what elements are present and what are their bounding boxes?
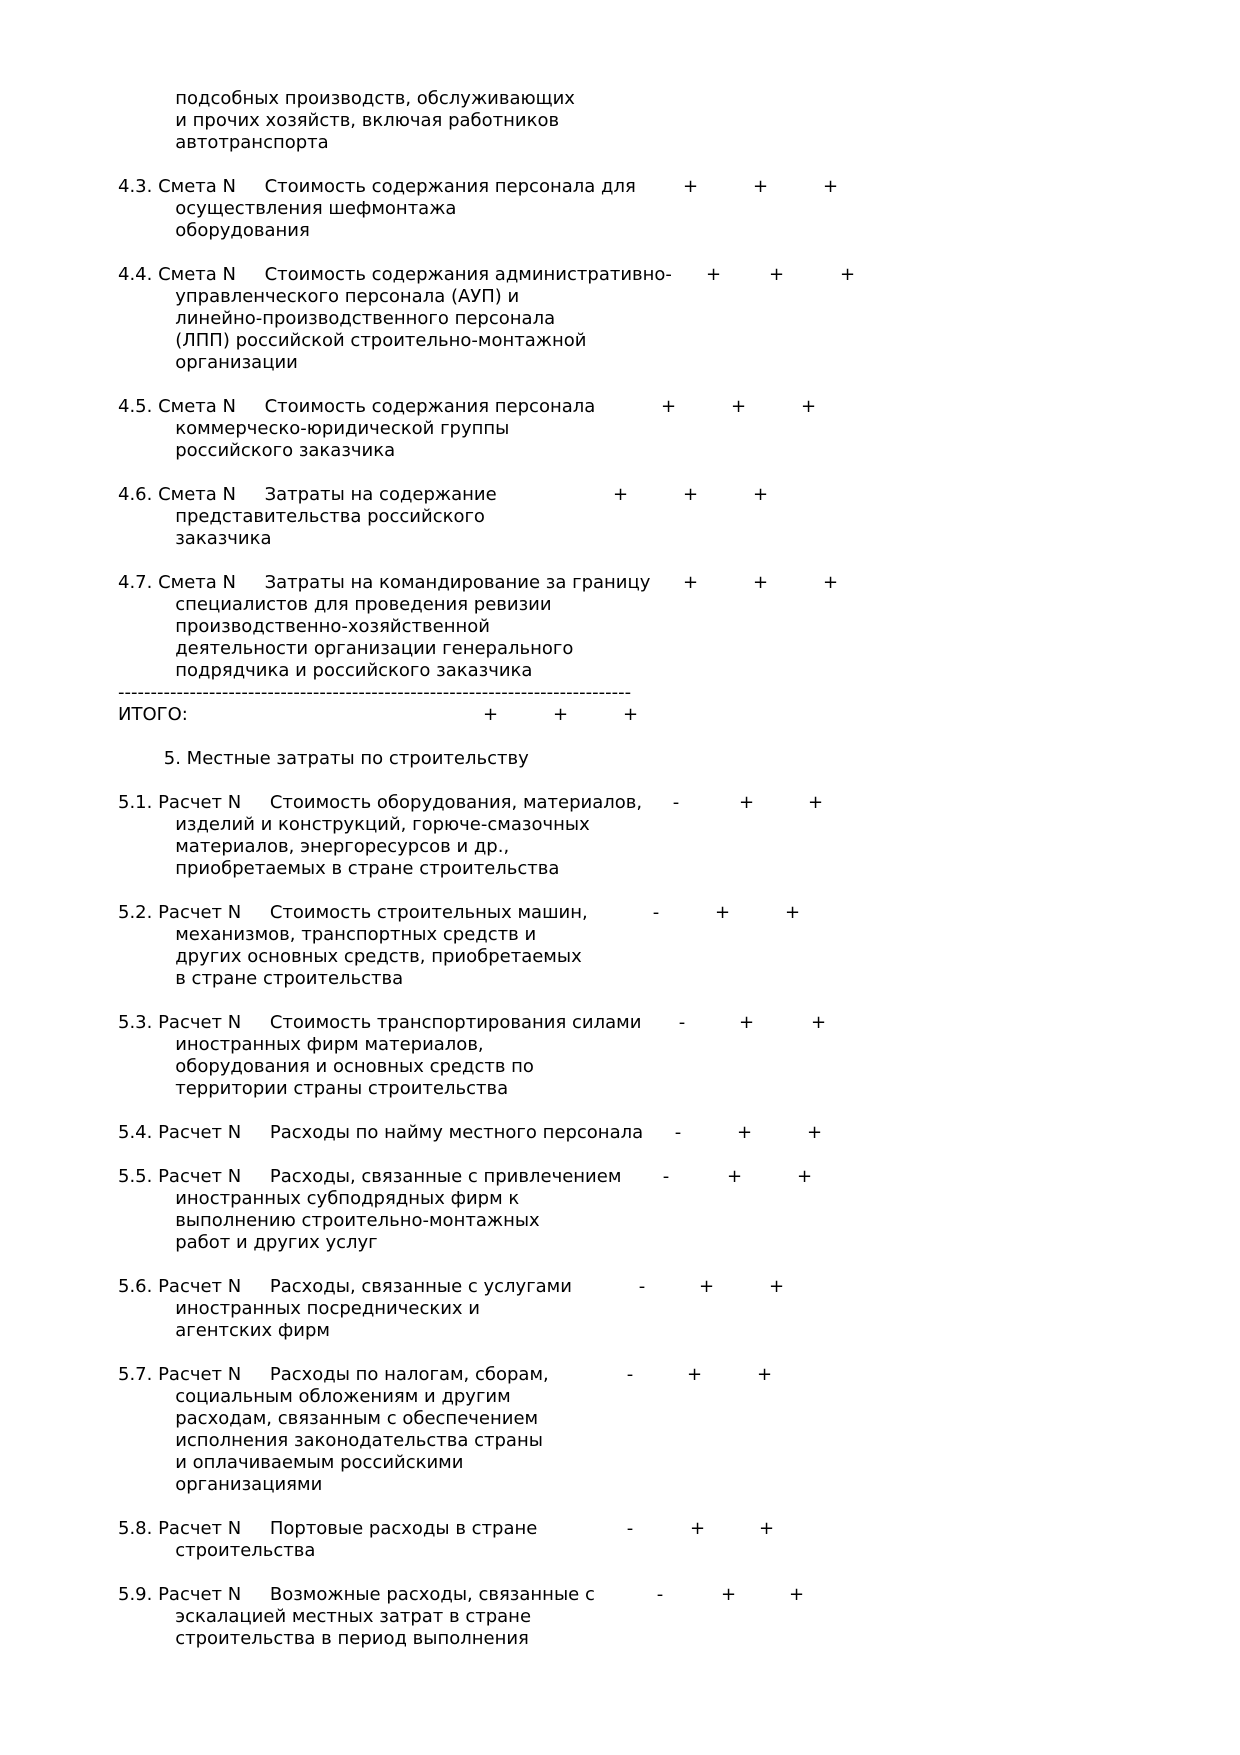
column-mark: +	[699, 1276, 715, 1297]
column-mark: +	[721, 1584, 737, 1605]
column-mark: -	[656, 1584, 664, 1605]
column-mark: +	[811, 1012, 827, 1033]
column-mark: +	[739, 1012, 755, 1033]
column-mark: +	[739, 792, 755, 813]
column-mark: +	[769, 1276, 785, 1297]
column-mark: +	[483, 704, 499, 725]
column-mark: +	[613, 484, 629, 505]
column-mark: +	[731, 396, 747, 417]
column-mark: +	[753, 572, 769, 593]
column-mark: +	[737, 1122, 753, 1143]
document-text: подсобных производств, обслуживающих и прочих хозяйств, включая работников автотранспорта 4.3. Смета N Стоимость содержания персонала для осуществления шефмонтажа оборудования 4.4. Смета N Стоимость содержания административно- управленческого персонала (АУП) и линейно-производственного персонала (ЛПП) российской строительно-монтажной организации 4.5. Смета N Стоимость содержания персонала коммерческо-юридической группы российского заказчика 4.6. Смета N Затраты на содержание представительства российского заказчика 4.7. Смета N Затраты на командирование за границу специалистов для проведения ревизии производственно-хозяйственной деятельности организации генерального подрядчика и российского заказчика ------------------------------------------------------------------------------- ИТОГО: 5. Местные затраты по строительству 5.1. Расчет N Стоимость оборудования, материалов, изделий и конструкций, горюче-смазочных материалов, энергоресурсов и др., приобретаемых в стране строительства 5.2. Расчет N Стоимость строительных машин, механизмов, транспортных средств и других основных средств, приобретаемых в стране строительства 5.3. Расчет N Стоимость транспортирования силами иностранных фирм материалов, оборудования и основных средств по территории страны строительства 5.4. Расчет N Расходы по найму местного персонала 5.5. Расчет N Расходы, связанные с привлечением иностранных субподрядных фирм к выполнению строительно-монтажных работ и других услуг 5.6. Расчет N Расходы, связанные с услугами иностранных посреднических и агентских фирм 5.7. Расчет N Расходы по налогам, сборам, социальным обложениям и другим расходам, связанным с обеспечением исполнения законодательства страны и оплачиваемым российскими организациями 5.8. Расчет N Портовые расходы в стране строительства 5.9. Расчет N Возможные расходы, связанные с эскалацией местных затрат в стране строительства в период выполнения	[118, 88, 672, 1649]
column-mark: +	[757, 1364, 773, 1385]
column-mark: +	[797, 1166, 813, 1187]
column-mark: +	[553, 704, 569, 725]
column-mark: +	[687, 1364, 703, 1385]
column-mark: -	[652, 902, 660, 923]
column-mark: +	[789, 1584, 805, 1605]
column-mark: +	[753, 176, 769, 197]
column-mark: -	[678, 1012, 686, 1033]
column-mark: +	[715, 902, 731, 923]
column-mark: -	[672, 792, 680, 813]
column-mark: +	[769, 264, 785, 285]
column-mark: +	[661, 396, 677, 417]
column-mark: -	[626, 1518, 634, 1539]
column-mark: +	[690, 1518, 706, 1539]
column-mark: +	[823, 572, 839, 593]
column-mark: -	[674, 1122, 682, 1143]
column-mark: -	[638, 1276, 646, 1297]
column-mark: +	[706, 264, 722, 285]
column-mark: +	[801, 396, 817, 417]
column-mark: +	[840, 264, 856, 285]
column-mark: +	[727, 1166, 743, 1187]
column-mark: +	[823, 176, 839, 197]
column-mark: -	[662, 1166, 670, 1187]
column-mark: +	[683, 484, 699, 505]
column-mark: +	[759, 1518, 775, 1539]
column-mark: +	[753, 484, 769, 505]
column-mark: +	[807, 1122, 823, 1143]
column-mark: +	[683, 176, 699, 197]
column-mark: +	[683, 572, 699, 593]
column-mark: -	[626, 1364, 634, 1385]
column-mark: +	[808, 792, 824, 813]
column-mark: +	[785, 902, 801, 923]
column-mark: +	[623, 704, 639, 725]
